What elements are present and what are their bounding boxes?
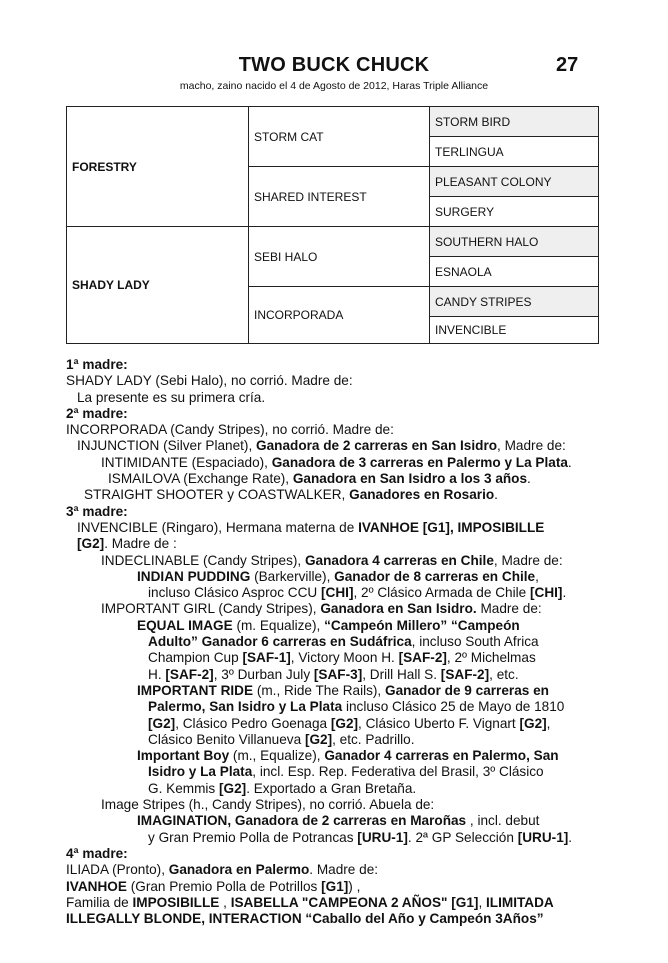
family-highlight: [G2] bbox=[148, 715, 176, 731]
family-text: . bbox=[494, 487, 498, 503]
family-text: , 3º Durban July bbox=[213, 666, 314, 682]
family-highlight: IMPOSIBILLE bbox=[132, 894, 220, 910]
family-text: y Gran Premio Polla de Potrancas bbox=[148, 829, 358, 845]
family-highlight: Ganador de 8 carreras en Chile bbox=[334, 568, 536, 584]
family-text: incluso Clásico 25 de Mayo de 1810 bbox=[342, 699, 565, 715]
family-line: SHADY LADY (Sebi Halo), no corrió. Madre de: bbox=[66, 373, 353, 389]
pedigree-g3-cell: SURGERY bbox=[430, 197, 599, 227]
family-text: INTIMIDANTE (Espaciado), bbox=[101, 454, 272, 470]
family-text: Madre de: bbox=[476, 601, 542, 617]
family-highlight: ISABELLA "CAMPEONA 2 AÑOS" [G1] bbox=[230, 894, 479, 910]
family-text: ) , bbox=[348, 878, 361, 894]
family-highlight: Ganador de 9 carreras en bbox=[385, 682, 549, 698]
family-text: G. Kemmis bbox=[148, 780, 219, 796]
family-line bbox=[66, 650, 606, 666]
family-line bbox=[66, 455, 606, 471]
family-text: (m. Equalize), bbox=[232, 617, 325, 633]
family-highlight: [G2] bbox=[304, 731, 333, 747]
pedigree-g3-cell: SOUTHERN HALO bbox=[430, 227, 599, 257]
family-text: , bbox=[478, 894, 487, 910]
pedigree-sire-dam: SHARED INTEREST bbox=[249, 167, 430, 227]
horse-name-title: TWO BUCK CHUCK bbox=[238, 54, 430, 76]
family-text: (Barkerville), bbox=[250, 568, 335, 584]
family-line bbox=[66, 716, 606, 732]
family-line bbox=[66, 569, 606, 585]
lot-number: 27 bbox=[556, 54, 579, 76]
family-line bbox=[66, 618, 606, 634]
family-highlight: Palermo, San Isidro y La Plata bbox=[148, 699, 343, 715]
family-text: , incl. debut bbox=[466, 813, 540, 829]
family-line bbox=[66, 601, 606, 617]
pedigree-dam-dam: INCORPORADA bbox=[249, 287, 430, 344]
pedigree-g3-cell: ESNAOLA bbox=[430, 257, 599, 287]
family-text: (m., Ride The Rails), bbox=[253, 682, 385, 698]
family-highlight: [G2] bbox=[219, 780, 247, 796]
family-text: , Madre de: bbox=[493, 552, 563, 568]
second-dam-heading: 2ª madre: bbox=[66, 405, 128, 421]
family-highlight: [URU-1] bbox=[357, 829, 408, 845]
family-highlight: Ganadora en Palermo bbox=[168, 862, 310, 878]
family-text: , Clásico Uberto F. Vignart bbox=[358, 715, 520, 731]
family-highlight: Ganadora en San Isidro. bbox=[320, 601, 477, 617]
family-text: H. bbox=[148, 666, 166, 682]
family-text: , bbox=[219, 894, 231, 910]
family-line bbox=[66, 781, 606, 797]
family-line bbox=[66, 830, 606, 846]
family-line bbox=[66, 748, 606, 764]
family-highlight: Ganadora de 3 carreras en Palermo y La Plata bbox=[271, 454, 568, 470]
family-line bbox=[66, 520, 606, 536]
family-text: IMPORTANT GIRL (Candy Stripes), bbox=[101, 601, 321, 617]
family-highlight: IMAGINATION, Ganadora de 2 carreras en Maroñas bbox=[137, 813, 467, 829]
family-text: . Madre de : bbox=[104, 536, 177, 552]
family-highlight: [CHI] bbox=[321, 585, 354, 601]
pedigree-sire: FORESTRY bbox=[67, 107, 249, 227]
family-line: La presente es su primera cría. bbox=[77, 389, 266, 405]
family-text: . bbox=[527, 471, 531, 487]
family-text: Familia de bbox=[66, 894, 133, 910]
family-highlight: [G2] bbox=[330, 715, 359, 731]
horse-description: macho, zaino nacido el 4 de Agosto de 2012, Haras Triple Alliance bbox=[179, 80, 489, 92]
family-line bbox=[66, 895, 606, 911]
family-highlight: [G1] bbox=[321, 878, 349, 894]
family-line bbox=[66, 487, 606, 503]
family-text: (m., Equalize), bbox=[229, 748, 325, 764]
pedigree-g3-cell: TERLINGUA bbox=[430, 137, 599, 167]
family-text: , 2º Michelmas bbox=[446, 650, 536, 666]
family-text: . bbox=[562, 585, 567, 601]
family-text: ILIADA (Pronto), bbox=[66, 862, 169, 878]
family-highlight: [URU-1] bbox=[517, 829, 569, 845]
family-text: , Clásico Pedro Goenaga bbox=[175, 715, 331, 731]
family-line bbox=[66, 536, 606, 552]
family-text: Champion Cup bbox=[148, 650, 243, 666]
pedigree-sire-sire: STORM CAT bbox=[249, 107, 430, 167]
family-line bbox=[66, 879, 606, 895]
family-text: . bbox=[568, 829, 573, 845]
pedigree-dam-sire: SEBI HALO bbox=[249, 227, 430, 287]
family-text: . Madre de: bbox=[309, 862, 379, 878]
pedigree-g3-cell: STORM BIRD bbox=[430, 107, 599, 137]
fourth-dam-heading: 4ª madre: bbox=[66, 845, 128, 861]
family-line: ILLEGALLY BLONDE, INTERACTION “Caballo del Año y Campeón 3Años” bbox=[66, 911, 544, 927]
family-text: incluso Clásico Asproc CCU bbox=[148, 585, 322, 601]
family-highlight: “Campeón Millero” “Campeón bbox=[324, 617, 520, 633]
family-text: , incluso South Africa bbox=[411, 634, 539, 650]
family-line bbox=[66, 683, 606, 699]
family-text: (Gran Premio Polla de Potrillos bbox=[126, 878, 322, 894]
family-text: , bbox=[535, 568, 539, 584]
family-text: , etc. bbox=[489, 666, 519, 682]
pedigree-dam: SHADY LADY bbox=[67, 227, 249, 344]
family-text: . Exportado a Gran Bretaña. bbox=[246, 780, 417, 796]
pedigree-g3-cell: INVENCIBLE bbox=[430, 317, 599, 344]
family-text: , Madre de: bbox=[497, 438, 566, 454]
family-line bbox=[66, 862, 606, 878]
family-highlight: [G2] bbox=[77, 536, 105, 552]
family-line bbox=[66, 471, 606, 487]
family-text: ISMAILOVA (Exchange Rate), bbox=[108, 471, 293, 487]
family-highlight: [SAF-2] bbox=[165, 666, 214, 682]
pedigree-g3-cell: PLEASANT COLONY bbox=[430, 167, 599, 197]
family-highlight: [SAF-1] bbox=[242, 650, 291, 666]
family-line bbox=[66, 634, 606, 650]
family-line bbox=[66, 813, 606, 829]
family-highlight: Ganadores en Rosario bbox=[349, 487, 495, 503]
family-highlight: [SAF-2] bbox=[398, 650, 447, 666]
family-text: , Victory Moon H. bbox=[290, 650, 399, 666]
family-line bbox=[66, 699, 606, 715]
family-highlight: INDIAN PUDDING bbox=[137, 568, 251, 584]
family-highlight: [G2] bbox=[519, 715, 547, 731]
family-section bbox=[66, 357, 606, 927]
family-text: , Drill Hall S. bbox=[362, 666, 441, 682]
family-text: INJUNCTION (Silver Planet), bbox=[77, 438, 257, 454]
family-text: STRAIGHT SHOOTER y COASTWALKER, bbox=[84, 487, 350, 503]
family-line: INCORPORADA (Candy Stripes), no corrió. Madre de: bbox=[66, 422, 394, 438]
family-line bbox=[66, 764, 606, 780]
family-highlight: Adulto” Ganador 6 carreras en Sudáfrica bbox=[148, 634, 412, 650]
family-line bbox=[66, 585, 606, 601]
family-highlight: [SAF-2] bbox=[440, 666, 490, 682]
family-highlight: IMPORTANT RIDE bbox=[137, 682, 254, 698]
family-text: INDECLINABLE (Candy Stripes), bbox=[101, 552, 305, 568]
family-line bbox=[66, 667, 606, 683]
family-highlight: Ganadora en San Isidro a los 3 años bbox=[292, 471, 528, 487]
family-highlight: IVANHOE [G1], IMPOSIBILLE bbox=[358, 519, 545, 535]
family-highlight: Important Boy bbox=[137, 748, 230, 764]
family-highlight: IVANHOE bbox=[66, 878, 127, 894]
family-line bbox=[66, 553, 606, 569]
third-dam-heading: 3ª madre: bbox=[66, 503, 128, 519]
family-highlight: Isidro y La Plata bbox=[148, 764, 253, 780]
first-dam-heading: 1ª madre: bbox=[66, 357, 128, 372]
family-text: , bbox=[546, 715, 551, 731]
pedigree-g3-cell: CANDY STRIPES bbox=[430, 287, 599, 317]
family-text: , etc. Padrillo. bbox=[332, 731, 415, 747]
family-highlight: ILIMITADA bbox=[486, 894, 554, 910]
family-text: . 2ª GP Selección bbox=[407, 829, 518, 845]
family-text: INVENCIBLE (Ringaro), Hermana materna de bbox=[77, 519, 359, 535]
family-highlight: [SAF-3] bbox=[313, 666, 363, 682]
family-text: , incl. Esp. Rep. Federativa del Brasil, 3º Clásico bbox=[252, 764, 544, 780]
family-line: Image Stripes (h., Candy Stripes), no corrió. Abuela de: bbox=[101, 797, 435, 813]
family-highlight: EQUAL IMAGE bbox=[137, 617, 233, 633]
family-highlight: Ganadora 4 carreras en Chile bbox=[304, 552, 494, 568]
family-line bbox=[66, 438, 606, 454]
family-highlight: Ganadora de 2 carreras en San Isidro bbox=[256, 438, 498, 454]
family-text: . bbox=[567, 454, 572, 470]
family-highlight: [CHI] bbox=[529, 585, 563, 601]
family-text: , 2º Clásico Armada de Chile bbox=[353, 585, 530, 601]
pedigree-table bbox=[66, 106, 599, 344]
family-line bbox=[66, 732, 606, 748]
family-highlight: Ganador 4 carreras en Palermo, San bbox=[324, 748, 559, 764]
family-text: Clásico Benito Villanueva bbox=[148, 731, 305, 747]
